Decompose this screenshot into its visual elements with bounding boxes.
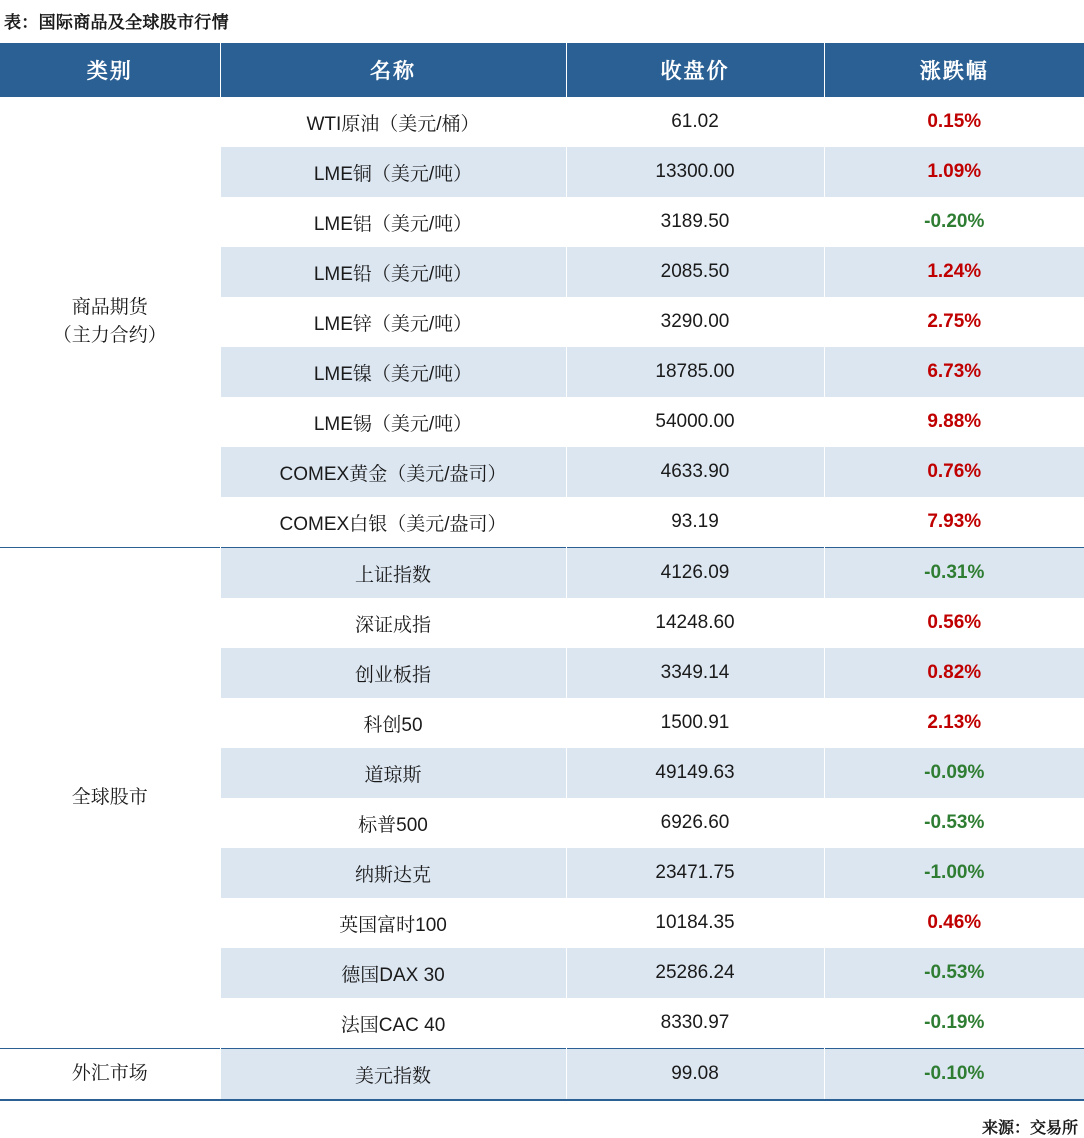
change-pct-cell: -0.20%: [824, 197, 1084, 247]
close-price-cell: 6926.60: [566, 798, 824, 848]
source-note: 来源：交易所: [981, 1120, 1078, 1137]
close-price-cell: 8330.97: [566, 998, 824, 1049]
change-pct-cell: 0.82%: [824, 648, 1084, 698]
instrument-name-cell: 科创50: [220, 698, 566, 748]
change-pct-cell: -0.19%: [824, 998, 1084, 1049]
instrument-name-cell: 德国DAX 30: [220, 948, 566, 998]
column-header-category: 类别: [0, 43, 220, 97]
change-pct-cell: -0.10%: [824, 1049, 1084, 1101]
instrument-name-cell: 标普500: [220, 798, 566, 848]
change-pct-cell: 2.13%: [824, 698, 1084, 748]
category-cell: [0, 97, 220, 548]
instrument-name-cell: LME铅（美元/吨）: [220, 247, 566, 297]
close-price-cell: 3290.00: [566, 297, 824, 347]
close-price-cell: 13300.00: [566, 147, 824, 197]
instrument-name-cell: LME镍（美元/吨）: [220, 347, 566, 397]
change-pct-cell: -0.31%: [824, 548, 1084, 599]
category-label-line1: 全球股市: [71, 786, 148, 808]
category-cell: [0, 548, 220, 1049]
change-pct-cell: 2.75%: [824, 297, 1084, 347]
close-price-cell: 3189.50: [566, 197, 824, 247]
category-label-line2: （主力合约）: [52, 325, 167, 346]
close-price-cell: 49149.63: [566, 748, 824, 798]
instrument-name-cell: 美元指数: [220, 1049, 566, 1101]
table-header-row: [0, 43, 1084, 97]
change-pct-cell: 0.56%: [824, 598, 1084, 648]
instrument-name-cell: 道琼斯: [220, 748, 566, 798]
change-pct-cell: 1.09%: [824, 147, 1084, 197]
close-price-cell: 25286.24: [566, 948, 824, 998]
instrument-name-cell: 法国CAC 40: [220, 998, 566, 1049]
close-price-cell: 18785.00: [566, 347, 824, 397]
table-row: [0, 97, 1084, 147]
category-label-line1: 商品期货: [71, 296, 148, 318]
close-price-cell: 4126.09: [566, 548, 824, 599]
instrument-name-cell: COMEX白银（美元/盎司）: [220, 497, 566, 548]
change-pct-cell: 6.73%: [824, 347, 1084, 397]
close-price-cell: 54000.00: [566, 397, 824, 447]
instrument-name-cell: 英国富时100: [220, 898, 566, 948]
instrument-name-cell: COMEX黄金（美元/盎司）: [220, 447, 566, 497]
instrument-name-cell: LME铜（美元/吨）: [220, 147, 566, 197]
column-header-name: 名称: [220, 43, 566, 97]
table-row: [0, 548, 1084, 599]
change-pct-cell: -1.00%: [824, 848, 1084, 898]
close-price-cell: 2085.50: [566, 247, 824, 297]
change-pct-cell: 1.24%: [824, 247, 1084, 297]
instrument-name-cell: 上证指数: [220, 548, 566, 599]
close-price-cell: 61.02: [566, 97, 824, 147]
instrument-name-cell: LME锡（美元/吨）: [220, 397, 566, 447]
close-price-cell: 93.19: [566, 497, 824, 548]
close-price-cell: 4633.90: [566, 447, 824, 497]
market-quotes-table: [0, 43, 1084, 1101]
category-cell: [0, 1049, 220, 1101]
instrument-name-cell: 纳斯达克: [220, 848, 566, 898]
change-pct-cell: 9.88%: [824, 397, 1084, 447]
instrument-name-cell: WTI原油（美元/桶）: [220, 97, 566, 147]
instrument-name-cell: 创业板指: [220, 648, 566, 698]
table-body: [0, 97, 1084, 1100]
change-pct-cell: 0.46%: [824, 898, 1084, 948]
instrument-name-cell: LME锌（美元/吨）: [220, 297, 566, 347]
column-header-change-pct: 涨跌幅: [824, 43, 1084, 97]
table-header: [0, 43, 1084, 97]
close-price-cell: 10184.35: [566, 898, 824, 948]
column-header-close-price: 收盘价: [566, 43, 824, 97]
table-caption: 表：国际商品及全球股市行情: [4, 13, 229, 32]
change-pct-cell: -0.53%: [824, 948, 1084, 998]
instrument-name-cell: 深证成指: [220, 598, 566, 648]
category-label-line1: 外汇市场: [71, 1062, 148, 1084]
close-price-cell: 14248.60: [566, 598, 824, 648]
change-pct-cell: 7.93%: [824, 497, 1084, 548]
change-pct-cell: 0.76%: [824, 447, 1084, 497]
close-price-cell: 99.08: [566, 1049, 824, 1101]
close-price-cell: 1500.91: [566, 698, 824, 748]
change-pct-cell: 0.15%: [824, 97, 1084, 147]
close-price-cell: 3349.14: [566, 648, 824, 698]
table-row: [0, 1049, 1084, 1101]
change-pct-cell: -0.53%: [824, 798, 1084, 848]
close-price-cell: 23471.75: [566, 848, 824, 898]
instrument-name-cell: LME铝（美元/吨）: [220, 197, 566, 247]
change-pct-cell: -0.09%: [824, 748, 1084, 798]
